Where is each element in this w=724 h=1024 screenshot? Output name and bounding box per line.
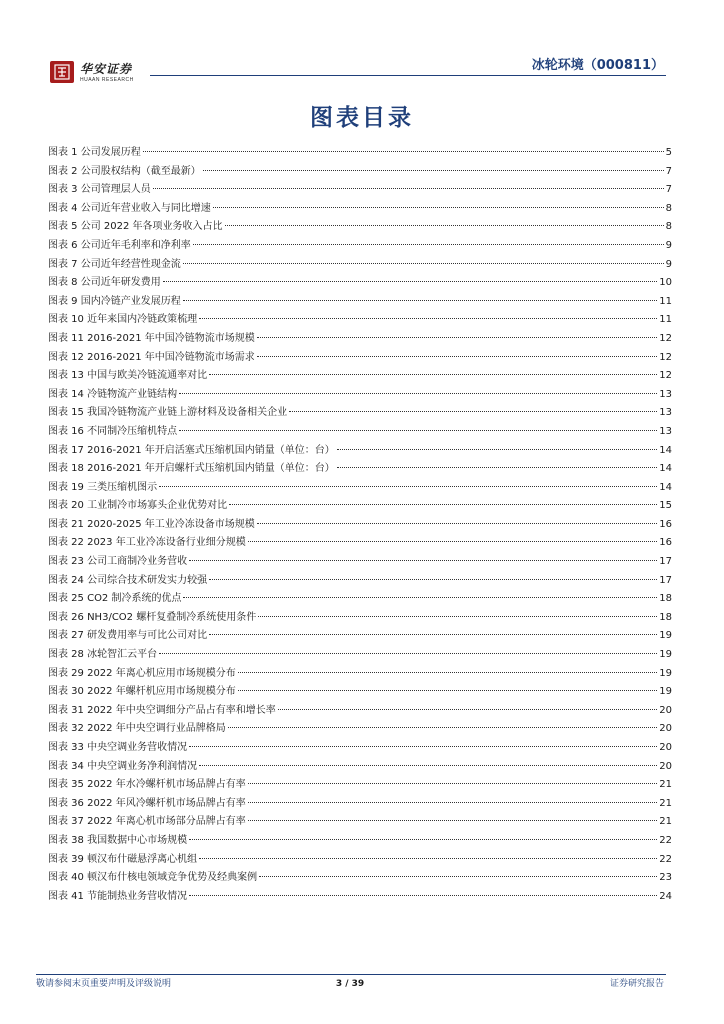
toc-dot-leader	[228, 727, 658, 728]
toc-dot-leader	[248, 783, 658, 784]
toc-item[interactable]	[48, 479, 672, 498]
toc-item-page[interactable]: 13	[659, 407, 672, 419]
toc-item-page[interactable]: 23	[659, 872, 672, 884]
toc-item[interactable]	[48, 627, 672, 646]
toc-item[interactable]	[48, 293, 672, 312]
toc-item-page[interactable]: 5	[665, 147, 672, 158]
toc-item-label[interactable]: 图表 4 公司近年营业收入与同比增速	[48, 202, 211, 214]
toc-item-page[interactable]: 14	[659, 481, 672, 493]
toc-item-page[interactable]: 13	[659, 388, 672, 400]
toc-item-label[interactable]: 图表 1 公司发展历程	[48, 147, 141, 158]
toc-item-page[interactable]: 12	[659, 332, 672, 344]
toc-item-page[interactable]: 8	[665, 202, 672, 214]
toc-item-label[interactable]: 图表 37 2022 年离心机市场部分品牌占有率	[48, 816, 246, 828]
toc-dot-leader	[257, 523, 657, 524]
toc-dot-leader	[278, 709, 658, 710]
toc-item-label[interactable]: 图表 32 2022 年中央空调行业品牌格局	[48, 723, 226, 735]
toc-dot-leader	[159, 486, 657, 487]
toc-item-page[interactable]: 19	[659, 630, 672, 642]
page-header	[0, 0, 724, 90]
toc-item-page[interactable]: 20	[659, 760, 672, 772]
toc-item-page[interactable]: 9	[665, 258, 672, 270]
toc-item[interactable]	[48, 497, 672, 516]
toc-dot-leader	[183, 263, 664, 264]
toc-item[interactable]	[48, 144, 672, 163]
toc-dot-leader	[257, 356, 657, 357]
toc-item-page[interactable]: 22	[659, 853, 672, 865]
toc-dot-leader	[238, 672, 658, 673]
toc-item-label[interactable]: 图表 13 中国与欧美冷链流通率对比	[48, 370, 208, 382]
footer-divider	[36, 974, 666, 975]
toc-item-page[interactable]: 18	[659, 593, 672, 605]
toc-dot-leader	[189, 839, 657, 840]
toc-dot-leader	[189, 746, 657, 747]
toc-item-label[interactable]: 图表 5 公司 2022 年各项业务收入占比	[48, 221, 223, 233]
toc-dot-leader	[248, 802, 658, 803]
toc-dot-leader	[203, 170, 664, 171]
toc-dot-leader	[213, 207, 664, 208]
toc-item-label[interactable]: 图表 3 公司管理层人员	[48, 184, 151, 196]
toc-item-label[interactable]: 图表 26 NH3/CO2 螺杆复叠制冷系统使用条件	[48, 611, 257, 623]
company-ticker: 冰轮环境（000811）	[531, 58, 664, 73]
table-of-figures	[48, 144, 672, 906]
toc-item-label[interactable]: 图表 18 2016-2021 年开启螺杆式压缩机国内销量（单位：台）	[48, 463, 335, 475]
toc-item-label[interactable]: 图表 2 公司股权结构（截至最新）	[48, 165, 201, 177]
toc-dot-leader	[289, 411, 657, 412]
toc-item-label[interactable]: 图表 7 公司近年经营性现金流	[48, 258, 181, 270]
toc-item-page[interactable]: 12	[659, 351, 672, 363]
toc-item-label[interactable]: 图表 35 2022 年水冷螺杆机市场品牌占有率	[48, 779, 246, 791]
toc-item[interactable]	[48, 163, 672, 182]
toc-item[interactable]	[48, 256, 672, 275]
toc-item-label[interactable]: 图表 41 节能制热业务营收情况	[48, 890, 188, 902]
toc-dot-leader	[163, 281, 658, 282]
toc-dot-leader	[337, 449, 657, 450]
toc-item-label[interactable]: 图表 22 2023 年工业冷冻设备行业细分规模	[48, 537, 246, 549]
toc-item-label[interactable]: 图表 30 2022 年螺杆机应用市场规模分布	[48, 686, 236, 698]
page-footer	[36, 978, 664, 992]
toc-item-label[interactable]: 图表 21 2020-2025 年工业冷冻设备市场规模	[48, 518, 255, 530]
toc-item-label[interactable]: 图表 27 研发费用率与可比公司对比	[48, 630, 208, 642]
page-title: 图表目录	[310, 105, 414, 131]
toc-item[interactable]	[48, 386, 672, 405]
toc-item[interactable]	[48, 795, 672, 814]
toc-item[interactable]	[48, 572, 672, 591]
report-type: 证券研究报告	[609, 979, 664, 989]
toc-item-label[interactable]: 图表 39 顿汉布什磁悬浮离心机组	[48, 853, 198, 865]
toc-dot-leader	[199, 318, 657, 319]
toc-item-page[interactable]: 11	[659, 314, 672, 326]
toc-item[interactable]	[48, 423, 672, 442]
toc-item-label[interactable]: 图表 11 2016-2021 年中国冷链物流市场规模	[48, 332, 255, 344]
toc-item[interactable]	[48, 311, 672, 330]
toc-item-page[interactable]: 15	[659, 500, 672, 512]
toc-item[interactable]	[48, 553, 672, 572]
toc-item-page[interactable]: 22	[659, 834, 672, 846]
toc-item[interactable]	[48, 776, 672, 795]
toc-dot-leader	[229, 504, 657, 505]
toc-item-page[interactable]: 20	[659, 704, 672, 716]
toc-item-page[interactable]: 14	[659, 444, 672, 456]
toc-item[interactable]	[48, 869, 672, 888]
toc-item-label[interactable]: 图表 15 我国冷链物流产业链上游材料及设备相关企业	[48, 407, 288, 419]
toc-dot-leader	[248, 541, 658, 542]
toc-item[interactable]	[48, 460, 672, 479]
toc-item[interactable]	[48, 646, 672, 665]
toc-item[interactable]	[48, 274, 672, 293]
toc-item[interactable]	[48, 609, 672, 628]
toc-dot-leader	[179, 393, 657, 394]
toc-item-page[interactable]: 24	[659, 890, 672, 902]
toc-item-page[interactable]: 9	[665, 239, 672, 251]
toc-item[interactable]	[48, 888, 672, 907]
toc-item-page[interactable]: 19	[659, 649, 672, 661]
toc-item-label[interactable]: 图表 38 我国数据中心市场规模	[48, 834, 188, 846]
toc-item-page[interactable]: 7	[665, 184, 672, 196]
toc-dot-leader	[199, 765, 657, 766]
toc-item-label[interactable]: 图表 12 2016-2021 年中国冷链物流市场需求	[48, 351, 255, 363]
toc-item[interactable]	[48, 739, 672, 758]
toc-item[interactable]	[48, 404, 672, 423]
toc-item[interactable]	[48, 516, 672, 535]
toc-item[interactable]	[48, 832, 672, 851]
toc-item-label[interactable]: 图表 33 中央空调业务营收情况	[48, 742, 188, 753]
toc-dot-leader	[189, 560, 657, 561]
toc-dot-leader	[143, 151, 664, 152]
toc-item-page[interactable]: 21	[659, 816, 672, 828]
toc-dot-leader	[337, 467, 657, 468]
toc-dot-leader	[258, 616, 657, 617]
toc-dot-leader	[238, 690, 658, 691]
toc-item-page[interactable]: 17	[659, 556, 672, 568]
toc-item-label[interactable]: 图表 20 工业制冷市场寡头企业优势对比	[48, 500, 228, 512]
toc-dot-leader	[259, 876, 657, 877]
toc-item[interactable]	[48, 702, 672, 721]
toc-item-label[interactable]: 图表 40 顿汉布什核电领域竞争优势及经典案例	[48, 872, 258, 884]
toc-item[interactable]	[48, 720, 672, 739]
toc-item-page[interactable]: 12	[659, 370, 672, 382]
toc-item-page[interactable]: 17	[659, 574, 672, 586]
toc-item[interactable]	[48, 237, 672, 256]
page-number: 3 / 39	[335, 979, 365, 989]
toc-dot-leader	[209, 374, 657, 375]
toc-item-page[interactable]: 7	[665, 165, 672, 177]
toc-item[interactable]	[48, 442, 672, 461]
toc-item[interactable]	[48, 683, 672, 702]
toc-dot-leader	[183, 597, 657, 598]
toc-item-page[interactable]: 20	[659, 723, 672, 735]
toc-item-label[interactable]: 图表 25 CO2 制冷系统的优点	[48, 593, 182, 605]
toc-item[interactable]	[48, 758, 672, 777]
toc-item-label[interactable]: 图表 34 中央空调业务净利润情况	[48, 760, 198, 772]
toc-item-page[interactable]: 19	[659, 686, 672, 698]
toc-item-page[interactable]: 16	[659, 518, 672, 530]
logo-seal-icon	[50, 61, 74, 83]
toc-item[interactable]	[48, 200, 672, 219]
toc-item[interactable]	[48, 590, 672, 609]
disclaimer-note: 敬请参阅末页重要声明及评级说明	[36, 979, 172, 989]
toc-item[interactable]	[48, 218, 672, 237]
toc-item[interactable]	[48, 534, 672, 553]
toc-dot-leader	[209, 634, 657, 635]
toc-dot-leader	[183, 300, 658, 301]
toc-item-label[interactable]: 图表 16 不同制冷压缩机特点	[48, 425, 178, 437]
toc-item-page[interactable]: 20	[659, 742, 672, 753]
toc-dot-leader	[225, 225, 664, 226]
toc-dot-leader	[153, 188, 664, 189]
toc-item-page[interactable]: 16	[659, 537, 672, 549]
toc-dot-leader	[248, 820, 658, 821]
toc-item-label[interactable]: 图表 14 冷链物流产业链结构	[48, 388, 178, 400]
toc-item-page[interactable]: 11	[659, 295, 672, 307]
toc-item-page[interactable]: 21	[659, 797, 672, 809]
toc-dot-leader	[189, 895, 657, 896]
toc-item-page[interactable]: 10	[659, 277, 672, 289]
toc-item-page[interactable]: 14	[659, 463, 672, 475]
toc-item-page[interactable]: 13	[659, 425, 672, 437]
toc-item-label[interactable]: 图表 36 2022 年风冷螺杆机市场品牌占有率	[48, 797, 246, 809]
toc-item-label[interactable]: 图表 23 公司工商制冷业务营收	[48, 556, 188, 568]
toc-item-label[interactable]: 图表 10 近年来国内冷链政策梳理	[48, 314, 198, 326]
logo-name-cn: 华安证券	[80, 62, 133, 76]
toc-item-label[interactable]: 图表 17 2016-2021 年开启活塞式压缩机国内销量（单位：台）	[48, 444, 335, 456]
toc-item[interactable]	[48, 367, 672, 386]
toc-item[interactable]	[48, 181, 672, 200]
toc-item[interactable]	[48, 851, 672, 870]
toc-dot-leader	[199, 858, 657, 859]
toc-item-page[interactable]: 21	[659, 779, 672, 791]
toc-item-label[interactable]: 图表 29 2022 年离心机应用市场规模分布	[48, 667, 236, 679]
toc-item-label[interactable]: 图表 8 公司近年研发费用	[48, 277, 161, 289]
toc-dot-leader	[179, 430, 657, 431]
toc-item-label[interactable]: 图表 6 公司近年毛利率和净利率	[48, 239, 191, 251]
toc-item-page[interactable]: 19	[659, 667, 672, 679]
toc-item-page[interactable]: 18	[659, 611, 672, 623]
toc-item[interactable]	[48, 813, 672, 832]
toc-item[interactable]	[48, 330, 672, 349]
toc-item-label[interactable]: 图表 31 2022 年中央空调细分产品占有率和增长率	[48, 704, 276, 716]
toc-item-label[interactable]: 图表 9 国内冷链产业发展历程	[48, 295, 181, 307]
toc-dot-leader	[257, 337, 657, 338]
toc-item-label[interactable]: 图表 19 三类压缩机图示	[48, 481, 158, 493]
toc-dot-leader	[159, 653, 657, 654]
company-logo	[50, 61, 74, 83]
logo-name-en: HUAAN RESEARCH	[80, 77, 134, 83]
toc-dot-leader	[193, 244, 664, 245]
toc-item-page[interactable]: 8	[665, 221, 672, 233]
toc-item[interactable]	[48, 349, 672, 368]
toc-item-label[interactable]: 图表 28 冰轮智汇云平台	[48, 649, 158, 661]
toc-item-label[interactable]: 图表 24 公司综合技术研发实力较强	[48, 574, 208, 586]
toc-item[interactable]	[48, 665, 672, 684]
logo-text	[80, 63, 134, 83]
header-divider	[150, 75, 666, 76]
toc-dot-leader	[209, 579, 657, 580]
